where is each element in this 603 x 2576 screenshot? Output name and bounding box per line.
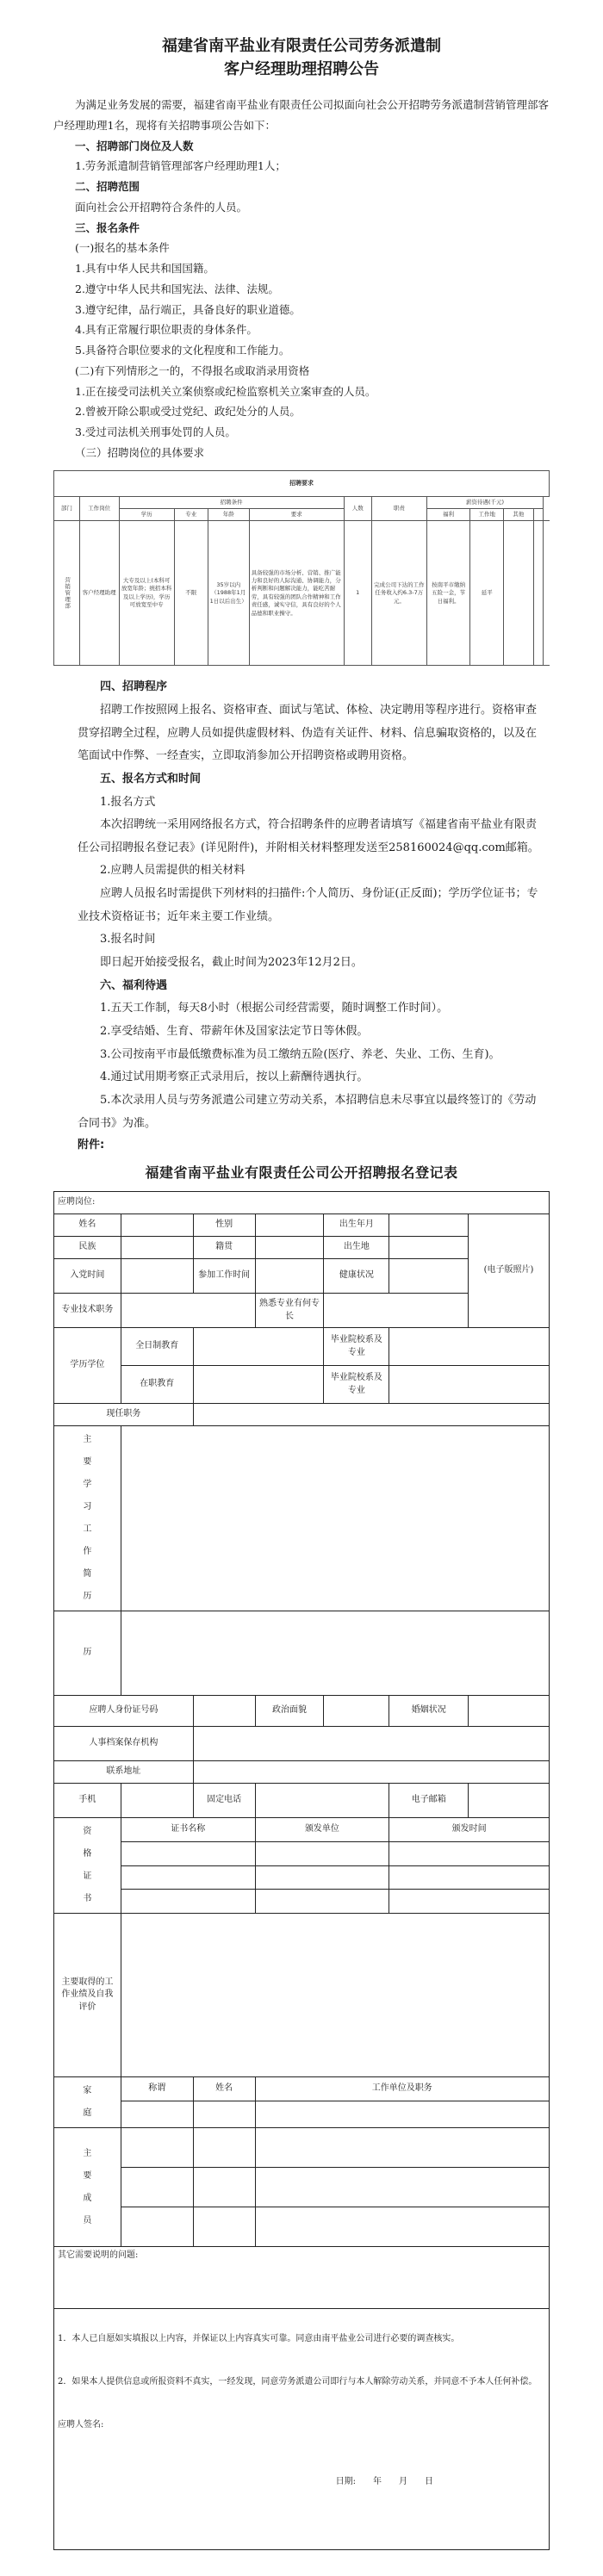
announcement-part-2 xyxy=(53,676,550,1135)
native-label: 籍贯 xyxy=(193,1237,255,1259)
history-field[interactable] xyxy=(121,1611,549,1696)
apply-post-label: 应聘岗位: xyxy=(54,1192,550,1214)
main-cv-label: 主要学习工作简历 xyxy=(54,1426,121,1611)
relation-header: 称谓 xyxy=(121,2077,193,2101)
exclusion-1: 1.正在接受司法机关立案侦察或纪检监察机关立案审查的人员。 xyxy=(75,384,376,398)
cell-major: 不限 xyxy=(174,521,208,666)
inservice-label: 在职教育 xyxy=(121,1366,193,1404)
cert-row xyxy=(54,1865,550,1890)
cert-label: 资格证书 xyxy=(54,1818,121,1914)
title-line-1: 福建省南平盐业有限责任公司劳务派遣制 xyxy=(162,37,441,55)
skill-label: 熟悉专业有何专长 xyxy=(255,1294,324,1328)
school-major-label-2: 毕业院校系及专业 xyxy=(324,1366,389,1404)
benefit-3: 3.公司按南平市最低缴费标准为员工缴纳五险(医疗、养老、失业、工伤、生育)。 xyxy=(100,1047,500,1061)
condition-5: 5.具备符合职位要求的文化程度和工作能力。 xyxy=(75,344,290,357)
other-questions[interactable]: 其它需要说明的问题: xyxy=(54,2247,550,2309)
condition-1: 1.具有中华人民共和国国籍。 xyxy=(75,262,214,275)
col-education: 学历 xyxy=(119,508,174,520)
benefit-1: 1.五天工作制，每天8小时（根据公司经营需要，随时调整工作时间）。 xyxy=(100,1002,449,1015)
health-field[interactable] xyxy=(389,1259,469,1294)
col-duty: 职责 xyxy=(371,496,426,521)
col-dept: 部门 xyxy=(54,496,80,521)
health-label: 健康状况 xyxy=(324,1259,389,1294)
politics-label: 政治面貌 xyxy=(255,1696,324,1727)
exclusions-heading: (二)有下列情形之一的，不得报名或取消录用资格 xyxy=(75,363,310,377)
archive-field[interactable] xyxy=(193,1727,549,1761)
party-time-field[interactable] xyxy=(121,1259,193,1294)
declaration-note-1: 1．本人已自愿如实填报以上内容，并保证以上内容真实可靠。同意由南平盐业公司进行必要的调查核实。 xyxy=(58,2334,460,2344)
exclusion-2: 2.曾被开除公职或受过党纪、政纪处分的人员。 xyxy=(75,405,301,419)
section-5-heading: 五、报名方式和时间 xyxy=(100,772,202,785)
birth-label: 出生年月 xyxy=(324,1214,389,1237)
tel-label: 固定电话 xyxy=(193,1784,255,1818)
section-1-text: 1.劳务派遣制营销管理部客户经理助理1人； xyxy=(75,159,286,173)
family-row xyxy=(54,2168,550,2207)
pro-title-label: 专业技术职务 xyxy=(54,1294,121,1328)
benefit-2: 2.享受结婚、生育、带薪年休及国家法定节日等休假。 xyxy=(100,1024,369,1038)
native-field[interactable] xyxy=(255,1237,324,1259)
col-major: 专业 xyxy=(174,508,208,520)
skill-field[interactable] xyxy=(324,1294,469,1328)
registration-time-text: 即日起开始接受报名，截止时间为2023年12月2日。 xyxy=(100,956,363,970)
work-unit-header: 工作单位及职务 xyxy=(255,2077,549,2101)
condition-3: 3.遵守纪律，品行端正，具备良好的职业道德。 xyxy=(75,302,301,316)
section-1-heading: 一、招聘部门岗位及人数 xyxy=(75,139,194,152)
school-major-label-1: 毕业院校系及专业 xyxy=(324,1328,389,1366)
condition-4: 4.具有正常履行职位职责的身体条件。 xyxy=(75,323,258,337)
name-field[interactable] xyxy=(121,1214,193,1237)
cell-welfare: 按南平市缴纳五险一金，节日福利。 xyxy=(426,521,469,666)
fulltime-field[interactable] xyxy=(193,1328,324,1366)
gender-field[interactable] xyxy=(255,1214,324,1237)
archive-label: 人事档案保存机构 xyxy=(54,1727,194,1761)
basic-conditions-heading: (一)报名的基本条件 xyxy=(75,241,170,255)
cell-number: 1 xyxy=(344,521,371,666)
achievement-field[interactable] xyxy=(121,1914,549,2077)
id-no-label: 应聘人身份证号码 xyxy=(54,1696,194,1727)
mobile-label: 手机 xyxy=(54,1784,121,1818)
section-2-heading: 二、招聘范围 xyxy=(75,180,140,193)
title-line-2: 客户经理助理招聘公告 xyxy=(224,60,379,78)
cell-dept: 营销管理部 xyxy=(54,521,80,666)
section-2-text: 面向社会公开招聘符合条件的人员。 xyxy=(75,200,248,214)
materials-heading: 2.应聘人员需提供的相关材料 xyxy=(100,864,246,878)
fulltime-label: 全日制教育 xyxy=(121,1328,193,1366)
attachment-label: 附件: xyxy=(78,1139,105,1152)
marital-field[interactable] xyxy=(469,1696,550,1727)
cur-post-field[interactable] xyxy=(193,1404,549,1426)
col-other: 其他 xyxy=(504,508,533,520)
declaration-note-2: 2．如果本人提供信息或所报资料不真实，一经发现，同意劳务派遣公司即行与本人解除劳动关系，并同意不予本人任何补偿。 xyxy=(58,2377,538,2387)
post-requirements-heading: （三）招聘岗位的具体要求 xyxy=(75,445,205,459)
id-no-field[interactable] xyxy=(193,1696,255,1727)
birthplace-field[interactable] xyxy=(389,1237,469,1259)
ethnic-field[interactable] xyxy=(121,1237,193,1259)
mobile-field[interactable] xyxy=(121,1784,193,1818)
edu-label: 学历学位 xyxy=(54,1328,121,1404)
cert-name-header: 证书名称 xyxy=(121,1818,255,1842)
section-4-heading: 四、招聘程序 xyxy=(100,680,168,694)
benefit-4: 4.通过试用期考察正式录用后，按以上薪酬待遇执行。 xyxy=(100,1071,369,1084)
history-label: 历 xyxy=(54,1611,121,1696)
main-cv-field[interactable] xyxy=(121,1426,549,1611)
date-line[interactable]: 日期: 年 月 日 xyxy=(335,2477,433,2487)
inservice-field[interactable] xyxy=(193,1366,324,1404)
col-post: 工作岗位 xyxy=(79,496,119,521)
party-time-label: 入党时间 xyxy=(54,1259,121,1294)
exclusion-3: 3.受过司法机关刑事处罚的人员。 xyxy=(75,425,236,438)
issuer-header: 颁发单位 xyxy=(255,1818,389,1842)
politics-field[interactable] xyxy=(324,1696,389,1727)
issue-time-header: 颁发时间 xyxy=(389,1818,550,1842)
section-4-text: 招聘工作按照网上报名、资格审查、面试与笔试、体检、决定聘用等程序进行。资格审查贯穿招聘全过程，应聘人员如提供虚假材料、伪造有关证件、材料、信息骗取资格的，以及在笔面试中作弊、一经查实，立即取消参加公开招聘资格或聘用资格。 xyxy=(78,703,538,763)
col-age: 年龄 xyxy=(208,508,249,520)
achievement-label: 主要取得的工作业绩及自我评价 xyxy=(54,1914,121,2077)
section-3-heading: 三、报名条件 xyxy=(75,220,140,234)
birth-field[interactable] xyxy=(389,1214,469,1237)
family-label: 家庭 xyxy=(54,2077,121,2128)
ethnic-label: 民族 xyxy=(54,1237,121,1259)
birthplace-label: 出生地 xyxy=(324,1237,389,1259)
family-name-header: 姓名 xyxy=(193,2077,255,2101)
col-welfare: 福利 xyxy=(426,508,469,520)
cur-post-label: 现任职务 xyxy=(54,1404,194,1426)
section-6-heading: 六、福利待遇 xyxy=(100,978,168,992)
col-pay: 薪资待遇(千元) xyxy=(426,496,543,508)
post-requirements-table xyxy=(53,470,550,667)
school-major-field-2[interactable] xyxy=(389,1366,550,1404)
tel-field[interactable] xyxy=(255,1784,389,1818)
signature-label[interactable]: 应聘人签名: xyxy=(58,2420,104,2430)
work-time-label: 参加工作时间 xyxy=(193,1259,255,1294)
condition-2: 2.遵守中华人民共和国宪法、法律、法规。 xyxy=(75,282,279,295)
school-major-field-1[interactable] xyxy=(389,1328,550,1366)
intro-paragraph: 为满足业务发展的需要，福建省南平盐业有限责任公司拟面向社会公开招聘劳务派遣制营销管理部客户经理助理1名，现将有关招聘事项公告如下： xyxy=(53,98,550,132)
name-label: 姓名 xyxy=(54,1214,121,1237)
col-requirements: 要求 xyxy=(249,508,344,520)
family-row xyxy=(54,2207,550,2247)
registration-method-text: 本次招聘统一采用网络报名方式，符合招聘条件的应聘者请填写《福建省南平盐业有限责任公司招聘报名登记表》(详见附件)，并附相关材料整理发送至258160024@qq.com邮箱。 xyxy=(78,818,539,854)
members-label: 主要成员 xyxy=(54,2128,121,2247)
cell-education: 大专及以上(本科可放宽年龄；统招本科及以上学历)，学历可放宽至中专 xyxy=(119,521,174,666)
email-field[interactable] xyxy=(469,1784,550,1818)
registration-method-heading: 1.报名方式 xyxy=(100,795,156,809)
marital-label: 婚姻状况 xyxy=(389,1696,469,1727)
declaration-box xyxy=(54,2309,550,2550)
address-field[interactable] xyxy=(193,1761,549,1784)
photo-placeholder: (电子版照片) xyxy=(469,1214,550,1328)
email-label: 电子邮箱 xyxy=(389,1784,469,1818)
col-conditions: 招聘条件 xyxy=(119,496,344,508)
gender-label: 性别 xyxy=(193,1214,255,1237)
cell-post: 客户经理助理 xyxy=(79,521,119,666)
cell-requirements: 具备较强的市场分析、营销、推广能力和良好的人际沟通、协调能力，分析判断和问题解决能力，能吃苦耐劳，具有较强的团队合作精神和工作责任感，诚实守信，具有良好的个人品德和职业操守。 xyxy=(249,521,344,666)
col-number: 人数 xyxy=(344,496,371,521)
col-place: 工作地 xyxy=(470,508,504,520)
form-title: 福建省南平盐业有限责任公司公开招聘报名登记表 xyxy=(145,1164,458,1181)
registration-form-table xyxy=(53,1191,550,2550)
materials-text: 应聘人员报名时需提供下列材料的扫描件:个人简历、身份证(正反面)；学历学位证书；专业技术资格证书；近年来主要工作业绩。 xyxy=(78,887,538,923)
cert-row xyxy=(54,1841,550,1865)
cell-place: 延平 xyxy=(470,521,504,666)
cell-age: 35岁以内（1988年1月1日以后出生） xyxy=(208,521,249,666)
pro-title-field[interactable] xyxy=(121,1294,255,1328)
table-caption: 招聘要求 xyxy=(54,470,550,496)
benefit-5: 5.本次录用人员与劳务派遣公司建立劳动关系，本招聘信息未尽事宜以最终签订的《劳动合同书》为准。 xyxy=(78,1093,537,1130)
cell-duty: 完成公司下达的工作任务收入约6.3-7万元。 xyxy=(371,521,426,666)
address-label: 联系地址 xyxy=(54,1761,194,1784)
family-row xyxy=(54,2101,550,2128)
registration-time-heading: 3.报名时间 xyxy=(100,933,156,947)
page-title xyxy=(53,34,550,81)
cert-row xyxy=(54,1890,550,1914)
work-time-field[interactable] xyxy=(255,1259,324,1294)
cell-other xyxy=(504,521,533,666)
